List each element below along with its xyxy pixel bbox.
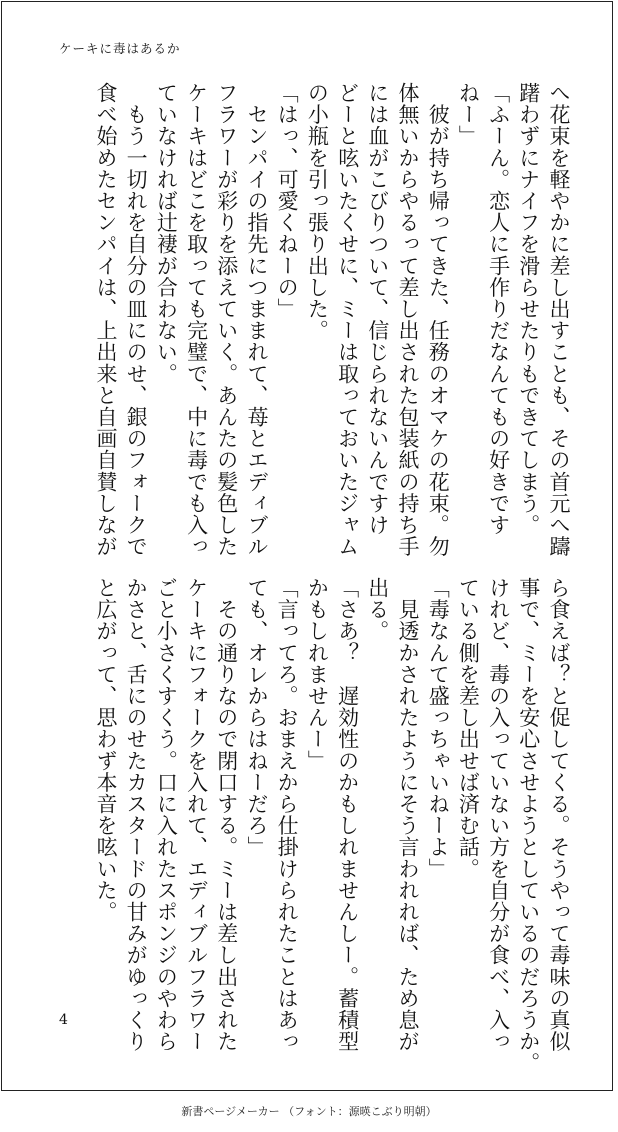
text-line: かさと、舌にのせたカスタードの甘みがゆっくり xyxy=(124,577,149,1053)
text-line: 食べ始めたセンパイは、上出来と自画自賛しなが xyxy=(93,82,118,558)
text-line: けれど、毒の入っていない方を自分が食べ、入っ xyxy=(486,577,511,1053)
text-line: どーと呟いたくせに、ミーは取っておいたジャム xyxy=(335,82,360,558)
text-line: 躇わずにナイフを滑らせたりもできてしまう。 xyxy=(516,82,541,536)
text-line: ケーキはどこを取っても完璧で、中に毒でも入っ xyxy=(184,82,209,558)
text-line: 出る。 xyxy=(365,577,390,642)
text-line: 彼が持ち帰ってきた、任務のオマケの花束。勿 xyxy=(426,82,451,558)
text-line: 体無いからやるって差し出された包装紙の持ち手 xyxy=(395,82,420,558)
running-title: ケーキに毒はあるか xyxy=(59,41,181,56)
text-line: と広がって、思わず本音を呟いた。 xyxy=(93,577,118,923)
text-line: かもしれませんー」 xyxy=(305,577,330,772)
text-line: もう一切れを自分の皿にのせ、銀のフォークで xyxy=(124,82,149,558)
text-block-bottom xyxy=(54,577,574,1074)
text-line: の小瓶を引っ張り出した。 xyxy=(305,82,330,342)
text-line: フラワーが彩りを添えていく。あんたの髪色した xyxy=(214,82,239,558)
text-line: 「はっ、可愛くねーの」 xyxy=(275,82,300,320)
text-line: 事で、ミーを安心させようとしているのだろうか。 xyxy=(516,577,541,1074)
text-line: センパイの指先につままれて、苺とエディブル xyxy=(244,82,269,558)
text-line: 「ふーん。恋人に手作りだなんてもの好きです xyxy=(486,82,511,536)
text-line: ケーキにフォークを入れて、エディブルフラワー xyxy=(184,577,209,1053)
text-line: 見透かされたようにそう言われれば、ため息が xyxy=(395,577,420,1053)
text-line: ても、オレからはねーだろ」 xyxy=(244,577,269,858)
page-number: 4 xyxy=(59,1012,68,1028)
text-line: には血がこびりついて、信じられないんですけ xyxy=(365,82,390,536)
text-line: 「さあ？ 遅効性のかもしれませんしー。蓄積型 xyxy=(335,577,360,1053)
text-line: へ花束を軽やかに差し出すことも、その首元へ躊 xyxy=(547,82,571,558)
text-line: ごと小さくすくう。口に入れたスポンジのやわら xyxy=(154,577,179,1053)
text-line: その通りなので閉口する。ミーは差し出された xyxy=(214,577,239,1053)
text-line: ている側を差し出せば済む話。 xyxy=(456,577,481,880)
page-frame xyxy=(1,1,613,1091)
text-block-top xyxy=(54,82,574,558)
footer-credit: 新書ページメーカー （フォント：源暎こぶり明朝） xyxy=(181,1105,437,1118)
text-line: ねー」 xyxy=(456,82,481,147)
text-line: ら食えば？と促してくる。そうやって毒味の真似 xyxy=(547,577,571,1053)
text-line: ていなければ辻褄が合わない。 xyxy=(154,82,179,385)
text-line: 「毒なんて盛っちゃいねーよ」 xyxy=(426,577,451,880)
text-line: 「言ってろ。おまえから仕掛けられたことはあっ xyxy=(275,577,300,1053)
